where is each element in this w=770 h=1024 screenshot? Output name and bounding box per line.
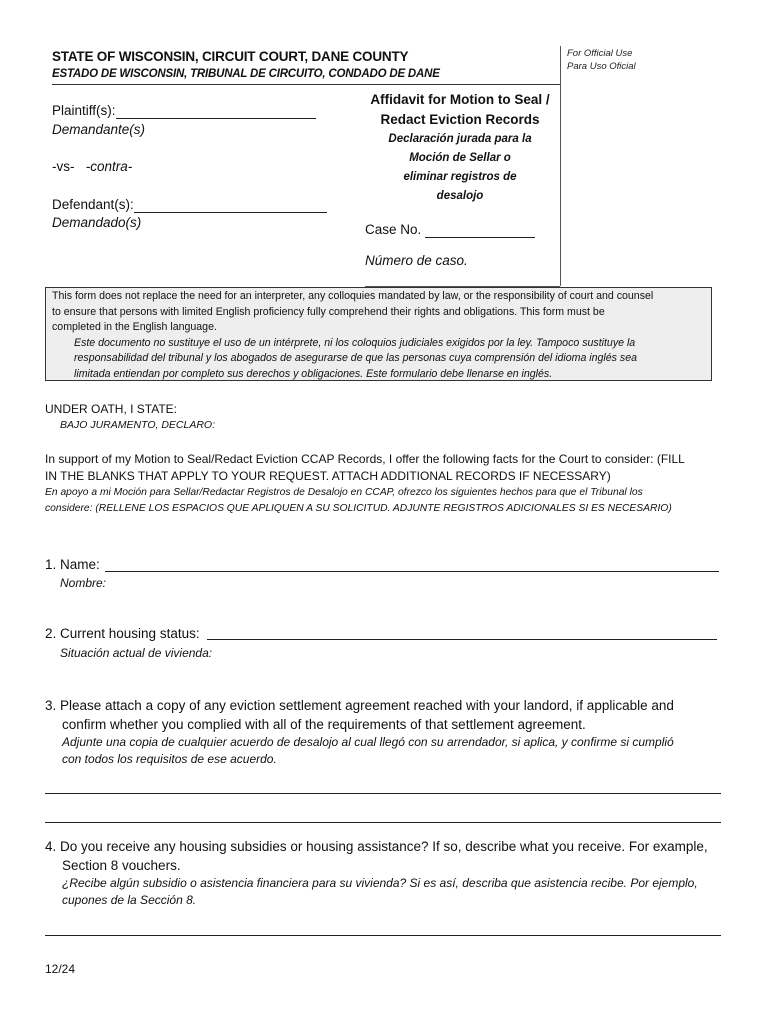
case-number-blank[interactable] <box>425 222 535 238</box>
notice-line: completed in the English language. <box>52 321 217 334</box>
settlement-question <box>45 696 725 734</box>
support-line: In support of my Motion to Seal/Redact Eviction CCAP Records, I offer the following facts for the Court to consider: (FILL <box>45 452 685 466</box>
versus-en: -vs- <box>52 159 75 174</box>
subsidy-answer-line[interactable] <box>45 935 721 936</box>
oath-heading: UNDER OATH, I STATE: <box>45 402 178 416</box>
housing-status-question-spanish: Situación actual de vivienda: <box>60 646 213 660</box>
official-use-label: For Official Use <box>567 48 633 59</box>
form-title-line: Affidavit for Motion to Seal / <box>370 92 550 107</box>
subsidy-question-spanish <box>62 875 722 909</box>
settlement-question-line: confirm whether you complied with all of the requirements of that settlement agreement. <box>62 717 586 732</box>
form-title-line: Redact Eviction Records <box>380 112 540 127</box>
oath-heading-spanish: BAJO JURAMENTO, DECLARO: <box>60 419 215 431</box>
form-title-spanish-line: desalojo <box>436 190 484 202</box>
defendant-label: Defendant(s): <box>52 197 134 212</box>
versus-es: -contra- <box>85 159 133 174</box>
official-use-divider <box>560 46 561 286</box>
form-title-spanish-line: Moción de Sellar o <box>409 152 511 164</box>
defendant-blank[interactable] <box>134 197 327 213</box>
case-number-label-spanish: Número de caso. <box>365 253 468 268</box>
name-input-line[interactable] <box>105 571 719 572</box>
defendant-label-spanish: Demandado(s) <box>52 215 142 230</box>
support-paragraph <box>45 451 725 485</box>
case-number-label: Case No. <box>365 222 422 237</box>
support-paragraph-spanish <box>45 485 725 517</box>
subsidy-question <box>45 837 735 875</box>
form-title-spanish-line: eliminar registros de <box>403 171 517 183</box>
support-line-spanish: considere: (RELLENE LOS ESPACIOS QUE APLIQUEN A SU SOLICITUD. ADJUNTE REGISTROS ADICIONALES SI ES NECESARIO) <box>45 503 672 514</box>
settlement-question-spanish <box>62 734 722 768</box>
name-question: 1. Name: <box>45 557 100 572</box>
plaintiff-label-spanish: Demandante(s) <box>52 122 146 137</box>
subsidy-question-line: Section 8 vouchers. <box>62 858 181 873</box>
notice-line-spanish: limitada entiendan por completo sus derechos y obligaciones. Este formulario debe llenarse en inglés. <box>74 367 553 380</box>
settlement-question-spanish-line: con todos los requisitos de ese acuerdo. <box>62 752 277 766</box>
official-use-box <box>567 47 636 73</box>
subsidy-question-line: 4. Do you receive any housing subsidies or housing assistance? If so, describe what you receive. For example, <box>45 839 708 854</box>
settlement-answer-line[interactable] <box>45 822 721 823</box>
defendant-field[interactable] <box>52 197 327 213</box>
notice-line: This form does not replace the need for an interpreter, any colloquies mandated by law, or the responsibility of court and counsel <box>52 290 654 302</box>
settlement-answer-line[interactable] <box>45 793 721 794</box>
name-question-spanish: Nombre: <box>60 576 107 590</box>
form-title-spanish <box>372 130 548 206</box>
versus-label <box>52 159 132 174</box>
court-name-spanish: ESTADO DE WISCONSIN, TRIBUNAL DE CIRCUITO, CONDADO DE DANE <box>52 68 440 80</box>
court-name: STATE OF WISCONSIN, CIRCUIT COURT, DANE COUNTY <box>52 49 409 64</box>
subsidy-question-spanish-line: cupones de la Sección 8. <box>62 893 197 907</box>
support-line-spanish: En apoyo a mi Moción para Sellar/Redactar Registros de Desalojo en CCAP, ofrezco los siguientes hechos para que el Tribunal los <box>45 487 643 498</box>
form-title-spanish-line: Declaración jurada para la <box>388 133 532 145</box>
form-title <box>362 90 558 130</box>
official-use-label-spanish: Para Uso Oficial <box>567 61 636 72</box>
header-divider <box>52 84 560 85</box>
housing-status-question: 2. Current housing status: <box>45 626 200 641</box>
plaintiff-field[interactable] <box>52 103 316 119</box>
notice-line-spanish: responsabilidad del tribunal y los abogados de asegurarse de que las personas cuya comprensión del idioma inglés sea <box>74 352 637 365</box>
subsidy-question-spanish-line: ¿Recibe algún subsidio o asistencia financiera para su vivienda? Si es así, describa que asistencia recibe. Por ejemplo, <box>62 876 698 890</box>
support-line: IN THE BLANKS THAT APPLY TO YOUR REQUEST. ATTACH ADDITIONAL RECORDS IF NECESSARY) <box>45 469 611 483</box>
settlement-question-spanish-line: Adjunte una copia de cualquier acuerdo de desalojo al cual llegó con su arrendador, si aplica, y confirme si cumplió <box>62 735 674 749</box>
settlement-question-line: 3. Please attach a copy of any eviction settlement agreement reached with your landord, if applicable and <box>45 698 674 713</box>
interpreter-notice <box>45 287 712 381</box>
housing-status-input-line[interactable] <box>207 639 717 640</box>
case-number-field[interactable] <box>365 222 535 238</box>
notice-line: to ensure that persons with limited English proficiency fully comprehend their rights and obligations. This form must be <box>52 305 605 318</box>
notice-line-spanish: Este documento no sustituye el uso de un intérprete, ni los coloquios judiciales exigidos por la ley. Tampoco sustituye la <box>74 336 636 349</box>
plaintiff-blank[interactable] <box>116 103 316 119</box>
plaintiff-label: Plaintiff(s): <box>52 103 116 118</box>
form-revision-date: 12/24 <box>45 962 76 976</box>
